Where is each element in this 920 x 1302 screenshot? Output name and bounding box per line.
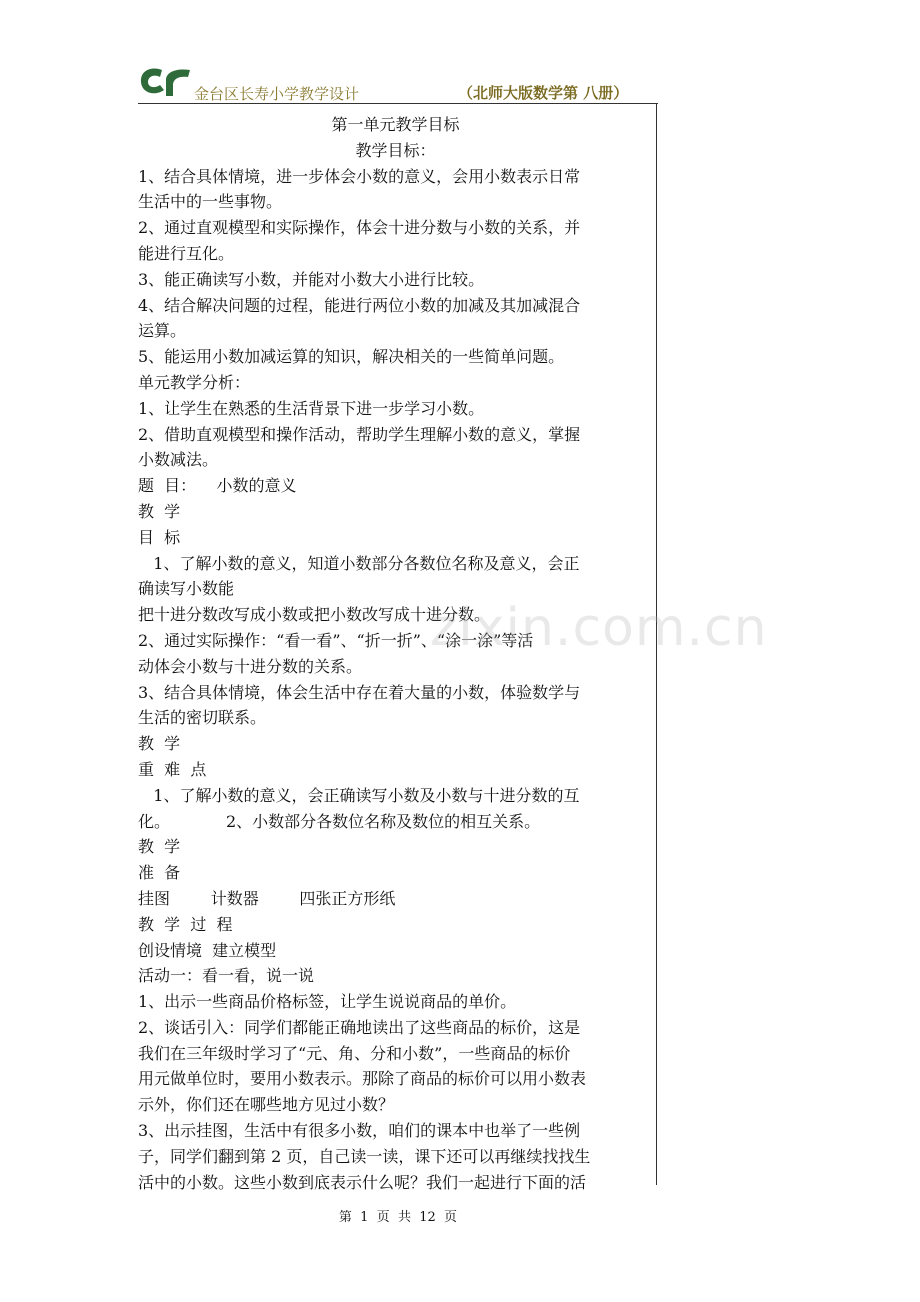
text-line: 1、了解小数的意义，会正确读写小数及小数与十进分数的互 bbox=[138, 785, 580, 805]
text-line: 用元做单位时，要用小数表示。那除了商品的标价可以用小数表 bbox=[138, 1069, 587, 1089]
text-line: 动体会小数与十进分数的关系。 bbox=[138, 656, 363, 676]
section-label: 教 学 bbox=[138, 837, 181, 857]
text-line: 1、让学生在熟悉的生活背景下进一步学习小数。 bbox=[138, 398, 485, 418]
text-line: 子，同学们翻到第 2 页，自己读一读，课下还可以再继续找找生 bbox=[138, 1146, 591, 1166]
text-line: 5、能运用小数加减运算的知识，解决相关的一些简单问题。 bbox=[138, 347, 565, 367]
text-line: 1、了解小数的意义，知道小数部分各数位名称及意义，会正 bbox=[138, 553, 580, 573]
objectives-heading: 教学目标： bbox=[355, 140, 436, 160]
page-header bbox=[138, 66, 658, 104]
section-label: 目 标 bbox=[138, 527, 181, 547]
text-line: 生活中的一些事物。 bbox=[138, 192, 283, 212]
unit-title: 第一单元教学目标 bbox=[331, 115, 460, 134]
text-line: 2、通过实际操作：“看一看”、“折一折”、“涂一涂”等活 bbox=[138, 630, 534, 650]
section-label: 教 学 bbox=[138, 734, 181, 754]
watermark: zixin.com.cn bbox=[430, 598, 768, 658]
text-line: 3、出示挂图，生活中有很多小数，咱们的课本中也举了一些例 bbox=[138, 1121, 581, 1141]
lesson-topic: 题 目： 小数的意义 bbox=[138, 476, 297, 496]
text-line: 我们在三年级时学习了“元、角、分和小数”，一些商品的标价 bbox=[138, 1043, 571, 1063]
activity-heading: 活动一：看一看，说一说 bbox=[138, 966, 315, 986]
page-footer: 第 1 页 共 12 页 bbox=[338, 1210, 458, 1225]
text-line: 化。 2、小数部分各数位名称及数位的相互关系。 bbox=[138, 811, 541, 831]
header-divider bbox=[138, 103, 658, 104]
section-heading: 单元教学分析： bbox=[138, 372, 251, 392]
text-line: 3、结合具体情境，体会生活中存在着大量的小数，体验数学与 bbox=[138, 682, 581, 702]
text-line: 能进行互化。 bbox=[138, 243, 235, 263]
text-line: 确读写小数能 bbox=[138, 579, 235, 599]
text-line: 运算。 bbox=[138, 321, 187, 341]
text-line: 小数减法。 bbox=[138, 450, 219, 470]
text-line: 挂图 计数器 四张正方形纸 bbox=[138, 888, 396, 908]
text-line: 3、能正确读写小数，并能对小数大小进行比较。 bbox=[138, 269, 485, 289]
text-line: 创设情境 建立模型 bbox=[138, 940, 277, 960]
text-line: 2、谈话引入：同学们都能正确地读出了这些商品的标价，这是 bbox=[138, 1017, 581, 1037]
textbook-edition: （北师大版数学第 八册） bbox=[458, 84, 629, 102]
text-line: 2、借助直观模型和操作活动，帮助学生理解小数的意义，掌握 bbox=[138, 424, 581, 444]
text-line: 把十进分数改写成小数或把小数改写成十进分数。 bbox=[138, 605, 491, 625]
text-line: 2、通过直观模型和实际操作，体会十进分数与小数的关系，并 bbox=[138, 218, 581, 238]
section-label: 教 学 bbox=[138, 501, 181, 521]
section-label: 教 学 过 程 bbox=[138, 914, 233, 934]
text-line: 1、结合具体情境，进一步体会小数的意义，会用小数表示日常 bbox=[138, 166, 581, 186]
text-line: 1、出示一些商品价格标签，让学生说说商品的单价。 bbox=[138, 992, 517, 1012]
text-line: 生活的密切联系。 bbox=[138, 708, 267, 728]
school-name: 金台区长寿小学教学设计 bbox=[194, 85, 360, 103]
cr-logo-icon bbox=[138, 66, 194, 100]
text-line: 示外，你们还在哪些地方见过小数？ bbox=[138, 1095, 395, 1115]
text-line: 4、结合解决问题的过程，能进行两位小数的加减及其加减混合 bbox=[138, 295, 581, 315]
section-label: 准 备 bbox=[138, 863, 181, 883]
text-line: 活中的小数。这些小数到底表示什么呢？我们一起进行下面的活 bbox=[138, 1172, 587, 1192]
section-label: 重 难 点 bbox=[138, 759, 207, 779]
